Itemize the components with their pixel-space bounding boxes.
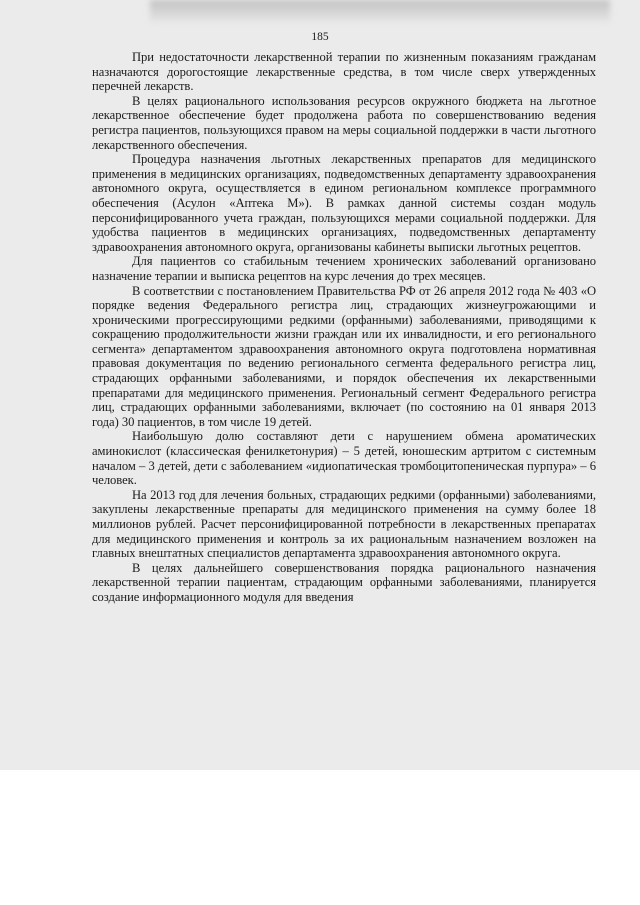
blank-area [0,770,640,905]
document-body [92,50,596,605]
paragraph: Наибольшую долю составляют дети с нарушением обмена ароматических аминокислот (классическая фенилкетонурия) – 5 детей, юношеским артритом с системным началом – 3 детей, дети с заболеванием «идиопатическая тромбоцитопеническая пурпура» – 6 человек. [92,429,596,488]
page-number: 185 [311,31,329,43]
paragraph: В соответствии с постановлением Правительства РФ от 26 апреля 2012 года № 403 «О порядке ведения Федерального регистра лиц, страдающих жизнеугрожающими и хроническими прогрессирующими редкими (орфанными) заболеваниями, приводящими к сокращению продолжительности жизни граждан или их инвалидности, и его регионального сегмента» департаментом здравоохранения автономного округа подготовлена нормативная правовая документация по ведению регионального сегмента федерального регистра лиц, страдающих орфанными заболеваниями, и порядок обеспечения их лекарственными препаратами для медицинского применения. Региональный сегмент Федерального регистра лиц, страдающих орфанными заболеваниями, включает (по состоянию на 01 января 2013 года) 30 пациентов, в том числе 19 детей. [92,283,596,429]
paragraph: На 2013 год для лечения больных, страдающих редкими (орфанными) заболеваниями, закуплены лекарственные препараты для медицинского применения на сумму более 18 миллионов рублей. Расчет персонифицированной потребности в лекарственных препаратах для медицинского применения и контроль за их рациональным назначением возложен на главных внештатных специалистов департамента здравоохранения автономного округа. [92,487,596,561]
paragraph: В целях дальнейшего совершенствования порядка рационального назначения лекарственной терапии пациентам, страдающим орфанными заболеваниями, планируется создание информационного модуля для введения [92,560,596,604]
scan-smudge [150,0,610,22]
paragraph: При недостаточности лекарственной терапии по жизненным показаниям гражданам назначаются дорогостоящие лекарственные средства, в том числе сверх утвержденных перечней лекарств. [92,50,596,94]
paragraph: Для пациентов со стабильным течением хронических заболеваний организовано назначение терапии и выписка рецептов на курс лечения до трех месяцев. [92,254,596,283]
paragraph: Процедура назначения льготных лекарственных препаратов для медицинского применения в медицинских организациях, подведомственных департаменту здравоохранения автономного округа, осуществляется в едином региональном комплексе программного обеспечения (Асулон «Аптека М»). В рамках данной системы создан модуль персонифицированного учета граждан, пользующихся мерами социальной поддержки. Для удобства пациентов в медицинских организациях, подведомственных департаменту здравоохранения автономного округа, организованы кабинеты выписки льготных рецептов. [92,152,596,254]
paragraph: В целях рационального использования ресурсов окружного бюджета на льготное лекарственное обеспечение будет продолжена работа по совершенствованию ведения регистра пациентов, пользующихся правом на меры социальной поддержки в части льготного лекарственного обеспечения. [92,93,596,152]
